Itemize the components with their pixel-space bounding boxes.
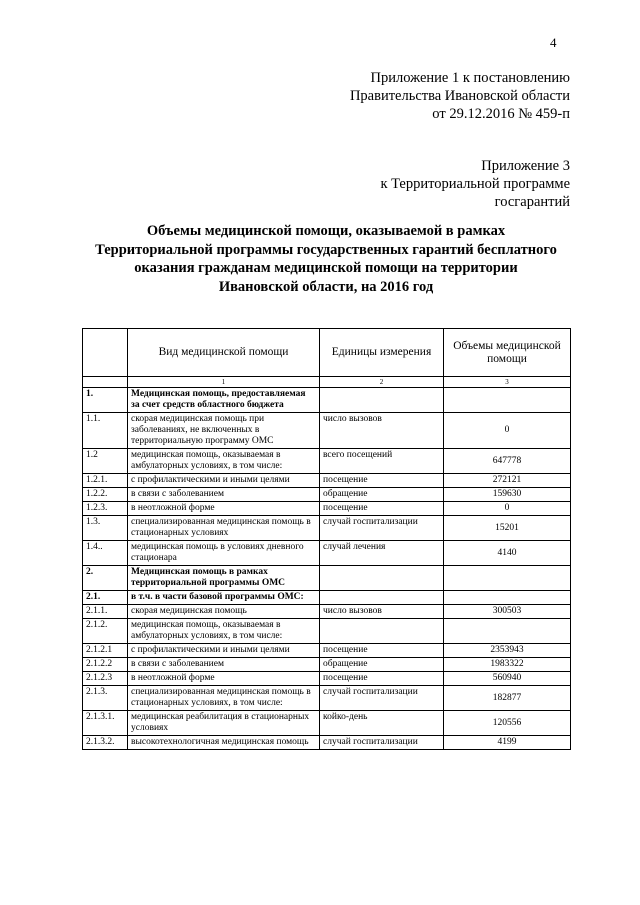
row-value: 1983322 — [444, 658, 571, 672]
row-type: медицинская помощь, оказываемая в амбулаторных условиях, в том числе: — [128, 449, 320, 474]
appendix-3-line-3: госгарантий — [494, 194, 570, 210]
row-value: 4199 — [444, 736, 571, 750]
row-unit: случай госпитализации — [320, 516, 444, 541]
table-row — [83, 658, 571, 672]
row-value: 560940 — [444, 672, 571, 686]
row-type: с профилактическими и иными целями — [128, 474, 320, 488]
row-number: 2.1.3. — [83, 686, 128, 711]
row-type: в т.ч. в части базовой программы ОМС: — [128, 591, 320, 605]
table-row — [83, 541, 571, 566]
row-unit: число вызовов — [320, 413, 444, 449]
row-number: 2.1.1. — [83, 605, 128, 619]
row-number: 1.2.3. — [83, 502, 128, 516]
row-type: с профилактическими и иными целями — [128, 644, 320, 658]
table-row — [83, 711, 571, 736]
row-unit: койко-день — [320, 711, 444, 736]
column-number-row — [83, 377, 571, 388]
title-line-1: Объемы медицинской помощи, оказываемой в рамках — [146, 223, 506, 239]
row-type: специализированная медицинская помощь в стационарных условиях, в том числе: — [128, 686, 320, 711]
row-value: 15201 — [444, 516, 571, 541]
table-row — [83, 388, 571, 413]
row-type: в связи с заболеванием — [128, 658, 320, 672]
row-value: 4140 — [444, 541, 571, 566]
row-type: Медицинская помощь в рамках территориальной программы ОМС — [128, 566, 320, 591]
table-row — [83, 516, 571, 541]
row-value — [444, 591, 571, 605]
title-line-2: Территориальной программы государственных гарантий бесплатного — [95, 241, 557, 258]
row-unit: обращение — [320, 658, 444, 672]
row-number: 2.1.2.3 — [83, 672, 128, 686]
row-value: 300503 — [444, 605, 571, 619]
table-row — [83, 413, 571, 449]
table-row — [83, 672, 571, 686]
row-value: 0 — [444, 502, 571, 516]
row-value: 159630 — [444, 488, 571, 502]
row-number: 2.1.2. — [83, 619, 128, 644]
row-unit: обращение — [320, 488, 444, 502]
table-row — [83, 605, 571, 619]
row-value — [444, 566, 571, 591]
row-type: Медицинская помощь, предоставляемая за счет средств областного бюджета — [128, 388, 320, 413]
table-header-row — [83, 329, 571, 377]
appendix-3-line-1: Приложение 3 — [481, 158, 570, 174]
row-unit: посещение — [320, 474, 444, 488]
title-line-3: оказания гражданам медицинской помощи на территории — [134, 260, 518, 276]
appendix-1-caption — [350, 69, 570, 123]
row-number: 2.1.2.2 — [83, 658, 128, 672]
row-type: в связи с заболеванием — [128, 488, 320, 502]
table-row — [83, 644, 571, 658]
row-number: 2.1.2.1 — [83, 644, 128, 658]
row-unit: посещение — [320, 644, 444, 658]
header-volume: Объемы медицинской помощи — [444, 329, 571, 377]
appendix-1-line-2: Правительства Ивановской области — [349, 88, 570, 104]
appendix-1-line-3: от 29.12.2016 № 459-п — [432, 106, 570, 122]
row-unit — [320, 566, 444, 591]
row-number: 1.2 — [83, 449, 128, 474]
row-unit: всего посещений — [320, 449, 444, 474]
document-title — [82, 222, 570, 296]
row-unit: число вызовов — [320, 605, 444, 619]
row-type: медицинская помощь, оказываемая в амбулаторных условиях, в том числе: — [128, 619, 320, 644]
row-type: медицинская помощь в условиях дневного стационара — [128, 541, 320, 566]
appendix-1-line-1: Приложение 1 к постановлению — [370, 70, 570, 86]
row-unit: посещение — [320, 672, 444, 686]
table-row — [83, 736, 571, 750]
table-row — [83, 449, 571, 474]
row-value — [444, 619, 571, 644]
row-type: скорая медицинская помощь — [128, 605, 320, 619]
row-number: 2.1.3.1. — [83, 711, 128, 736]
column-number-3: 3 — [444, 377, 571, 388]
column-number-empty — [83, 377, 128, 388]
header-number — [83, 329, 128, 377]
row-unit: случай госпитализации — [320, 686, 444, 711]
row-type: медицинская реабилитация в стационарных условиях — [128, 711, 320, 736]
row-value: 0 — [444, 413, 571, 449]
row-unit — [320, 619, 444, 644]
row-unit — [320, 388, 444, 413]
table-row — [83, 474, 571, 488]
row-number: 2.1.3.2. — [83, 736, 128, 750]
column-number-2: 2 — [320, 377, 444, 388]
title-line-4: Ивановской области, на 2016 год — [218, 278, 434, 295]
table-row — [83, 591, 571, 605]
row-value: 2353943 — [444, 644, 571, 658]
row-number: 2. — [83, 566, 128, 591]
header-type: Вид медицинской помощи — [128, 329, 320, 377]
table-row — [83, 686, 571, 711]
row-unit — [320, 591, 444, 605]
table-row — [83, 566, 571, 591]
appendix-3-line-2: к Территориальной программе — [380, 176, 570, 192]
table-row — [83, 502, 571, 516]
header-units: Единицы измерения — [320, 329, 444, 377]
row-value: 182877 — [444, 686, 571, 711]
row-value: 120556 — [444, 711, 571, 736]
row-unit: случай лечения — [320, 541, 444, 566]
row-number: 1.2.1. — [83, 474, 128, 488]
row-number: 1.1. — [83, 413, 128, 449]
page-number: 4 — [550, 35, 557, 50]
table-row — [83, 619, 571, 644]
appendix-3-caption — [380, 157, 570, 211]
table-row — [83, 488, 571, 502]
row-unit: посещение — [320, 502, 444, 516]
row-number: 1.2.2. — [83, 488, 128, 502]
column-number-1: 1 — [128, 377, 320, 388]
row-unit: случай госпитализации — [320, 736, 444, 750]
row-number: 1.3. — [83, 516, 128, 541]
row-value — [444, 388, 571, 413]
row-number: 2.1. — [83, 591, 128, 605]
volumes-table — [82, 328, 571, 750]
row-type: специализированная медицинская помощь в стационарных условиях — [128, 516, 320, 541]
row-number: 1. — [83, 388, 128, 413]
row-number: 1.4.. — [83, 541, 128, 566]
row-type: в неотложной форме — [128, 672, 320, 686]
row-type: высокотехнологичная медицинская помощь — [128, 736, 320, 750]
row-type: скорая медицинская помощь при заболеваниях, не включенных в территориальную программу ОМС — [128, 413, 320, 449]
row-type: в неотложной форме — [128, 502, 320, 516]
row-value: 272121 — [444, 474, 571, 488]
row-value: 647778 — [444, 449, 571, 474]
